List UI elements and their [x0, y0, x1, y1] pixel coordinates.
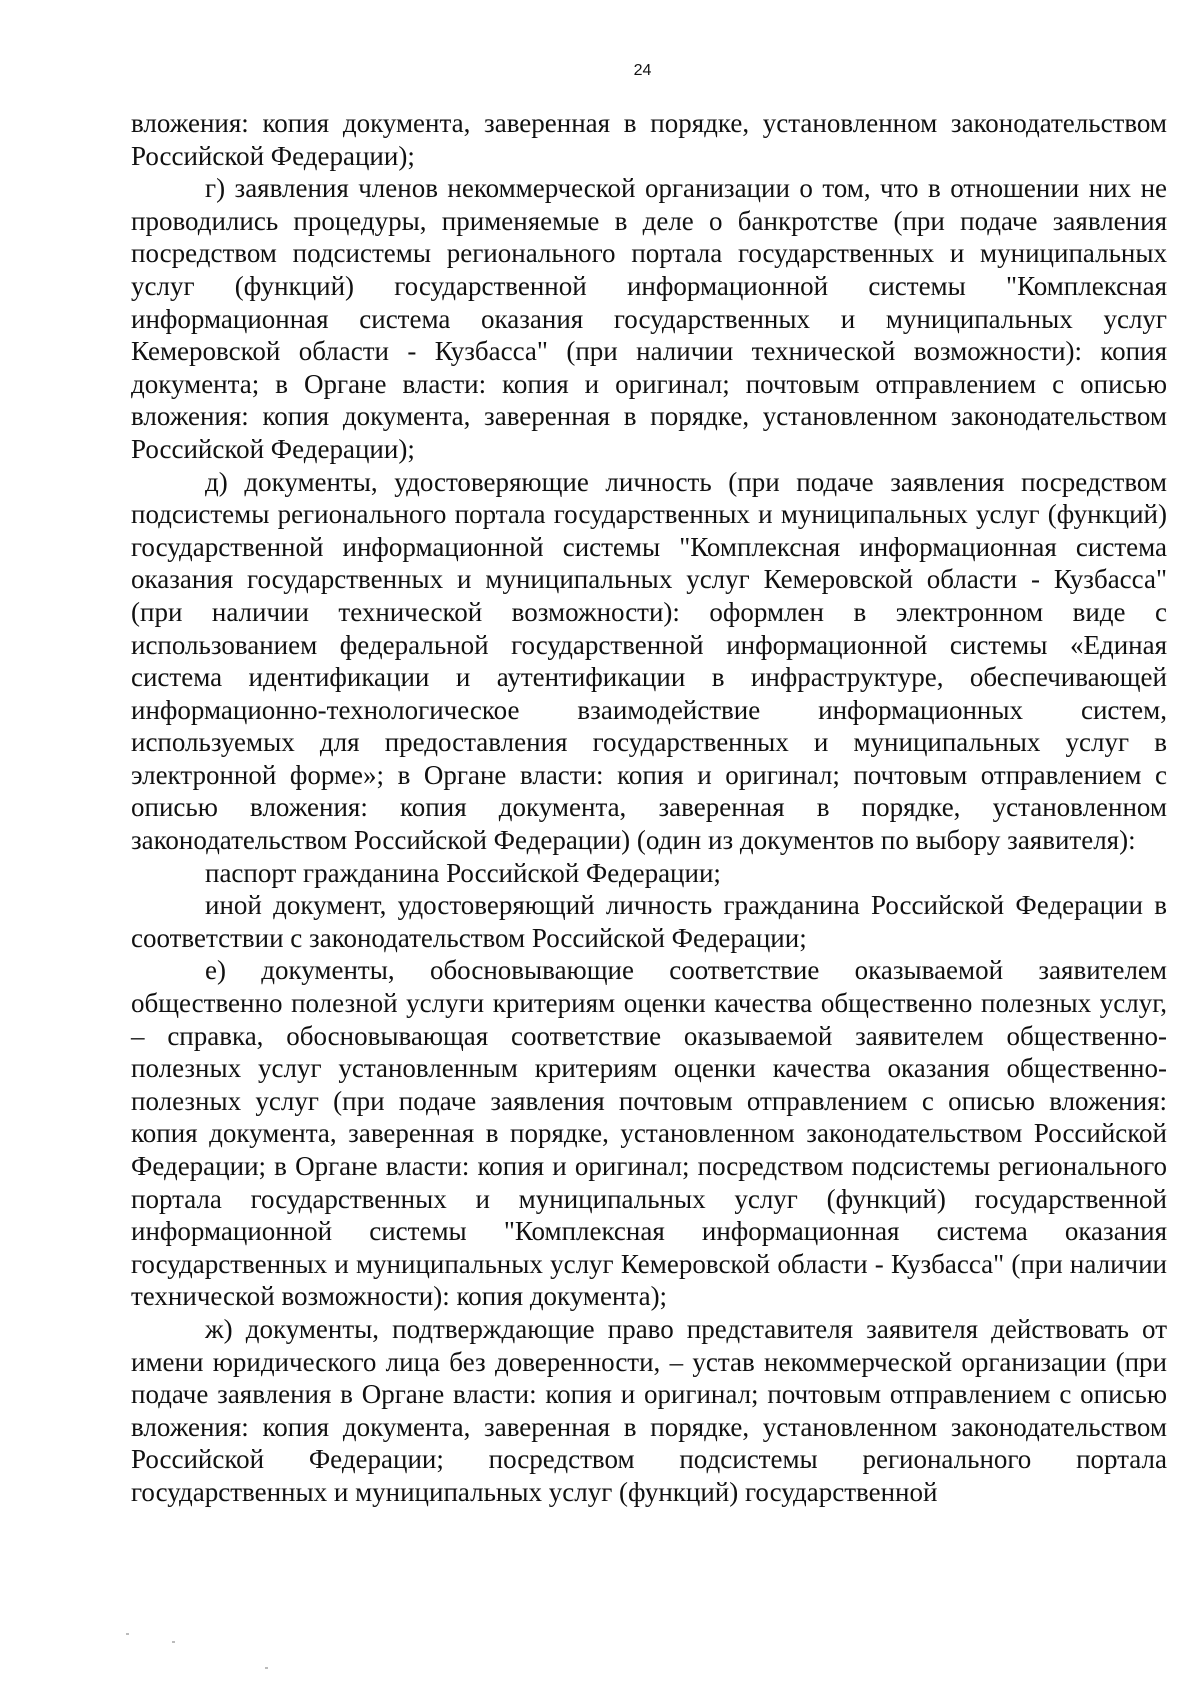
document-body [131, 107, 1167, 1509]
scan-speck [126, 1633, 129, 1635]
paragraph-item-zh: ж) документы, подтверждающие право представителя заявителя действовать от имени юридического лица без доверенности, – устав некоммерческой организации (при подаче заявления в Органе власти: копия и оригинал; почтовым отправлением с описью вложения: копия документа, заверенная в порядке, установленном законодательством Российской Федерации; посредством подсистемы регионального портала государственных и муниципальных услуг (функций) государственной [131, 1313, 1167, 1507]
paragraph-other-document: иной документ, удостоверяющий личность гражданина Российской Федерации в соответствии с законодательством Российской Федерации; [131, 890, 1167, 953]
scan-speck [265, 1667, 268, 1669]
paragraph-item-g: г) заявления членов некоммерческой организации о том, что в отношении них не проводились процедуры, применяемые в деле о банкротстве (при подаче заявления посредством подсистемы регионального портала государственных и муниципальных услуг (функций) государственной информационной системы "Комплексная информационная система оказания государственных и муниципальных услуг Кемеровской области - Кузбасса" (при наличии технической возможности): копия документа; в Органе власти: копия и оригинал; почтовым отправлением с описью вложения: копия документа, заверенная в порядке, установленном законодательством Российской Федерации); [131, 173, 1167, 464]
paragraph-item-e: е) документы, обосновывающие соответствие оказываемой заявителем общественно полезной услуги критериям оценки качества общественно полезных услуг, – справка, обосновывающая соответствие оказываемой заявителем общественно-полезных услуг установленным критериям оценки качества оказания общественно-полезных услуг (при подаче заявления почтовым отправлением с описью вложения: копия документа, заверенная в порядке, установленном законодательством Российской Федерации; в Органе власти: копия и оригинал; посредством подсистемы регионального портала государственных и муниципальных услуг (функций) государственной информационной системы "Комплексная информационная система оказания государственных и муниципальных услуг Кемеровской области - Кузбасса" (при наличии технической возможности): копия документа); [131, 955, 1167, 1312]
paragraph-continuation: вложения: копия документа, заверенная в порядке, установленном законодательством Российской Федерации); [131, 108, 1167, 171]
paragraph-passport: паспорт гражданина Российской Федерации; [205, 857, 721, 888]
page-number: 24 [633, 62, 652, 79]
scan-speck [172, 1641, 175, 1643]
paragraph-item-d: д) документы, удостоверяющие личность (при подаче заявления посредством подсистемы регионального портала государственных и муниципальных услуг (функций) государственной информационной системы "Комплексная информационная система оказания государственных и муниципальных услуг Кемеровской области - Кузбасса" (при наличии технической возможности): оформлен в электронном виде с использованием федеральной государственной информационной системы «Единая система идентификации и аутентификации в инфраструктуре, обеспечивающей информационно-технологическое взаимодействие информационных систем, используемых для предоставления государственных и муниципальных услуг в электронной форме»; в Органе власти: копия и оригинал; почтовым отправлением с описью вложения: копия документа, заверенная в порядке, установленном законодательством Российской Федерации) (один из документов по выбору заявителя): [131, 466, 1167, 856]
